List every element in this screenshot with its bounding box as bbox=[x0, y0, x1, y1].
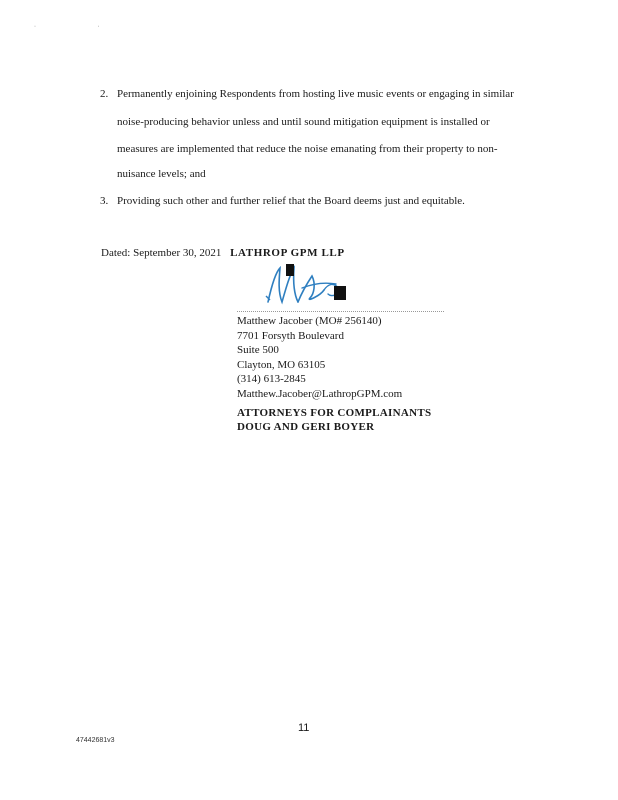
item-2-line-4: nuisance levels; and bbox=[117, 168, 206, 180]
signer-name: Matthew Jacober (MO# 256140) bbox=[237, 315, 382, 327]
dated-label: Dated: bbox=[101, 247, 131, 259]
page-number: 11 bbox=[298, 722, 310, 734]
dated-line bbox=[101, 247, 345, 259]
item-2-number: 2. bbox=[100, 88, 109, 100]
item-3-line-1: Providing such other and further relief that the Board deems just and equitable. bbox=[117, 195, 465, 207]
item-3-number: 3. bbox=[100, 195, 109, 207]
handwritten-signature bbox=[262, 262, 372, 312]
attorney-role bbox=[237, 407, 431, 434]
attorney-role-line-2: DOUG AND GERI BOYER bbox=[237, 420, 375, 433]
attorney-role-line-1: ATTORNEYS FOR COMPLAINANTS bbox=[237, 407, 432, 419]
signer-address-block bbox=[237, 314, 402, 402]
signature-line bbox=[237, 311, 444, 312]
item-2-line-1: Permanently enjoining Respondents from hosting live music events or engaging in similar bbox=[117, 88, 514, 100]
firm-name: LATHROP GPM LLP bbox=[230, 247, 345, 259]
document-id: 47442681v3 bbox=[76, 737, 115, 744]
signer-phone: (314) 613-2845 bbox=[237, 373, 306, 386]
signer-suite: Suite 500 bbox=[237, 344, 279, 357]
item-2-line-2: noise-producing behavior unless and until sound mitigation equipment is installed or bbox=[117, 116, 490, 128]
signer-city: Clayton, MO 63105 bbox=[237, 358, 326, 371]
dated-date: September 30, 2021 bbox=[133, 247, 222, 259]
item-2-line-3: measures are implemented that reduce the noise emanating from their property to non- bbox=[117, 143, 498, 155]
signer-email: Matthew.Jacober@LathropGPM.com bbox=[237, 387, 403, 400]
scan-speck: · · bbox=[34, 24, 130, 30]
signer-street: 7701 Forsyth Boulevard bbox=[237, 329, 344, 342]
